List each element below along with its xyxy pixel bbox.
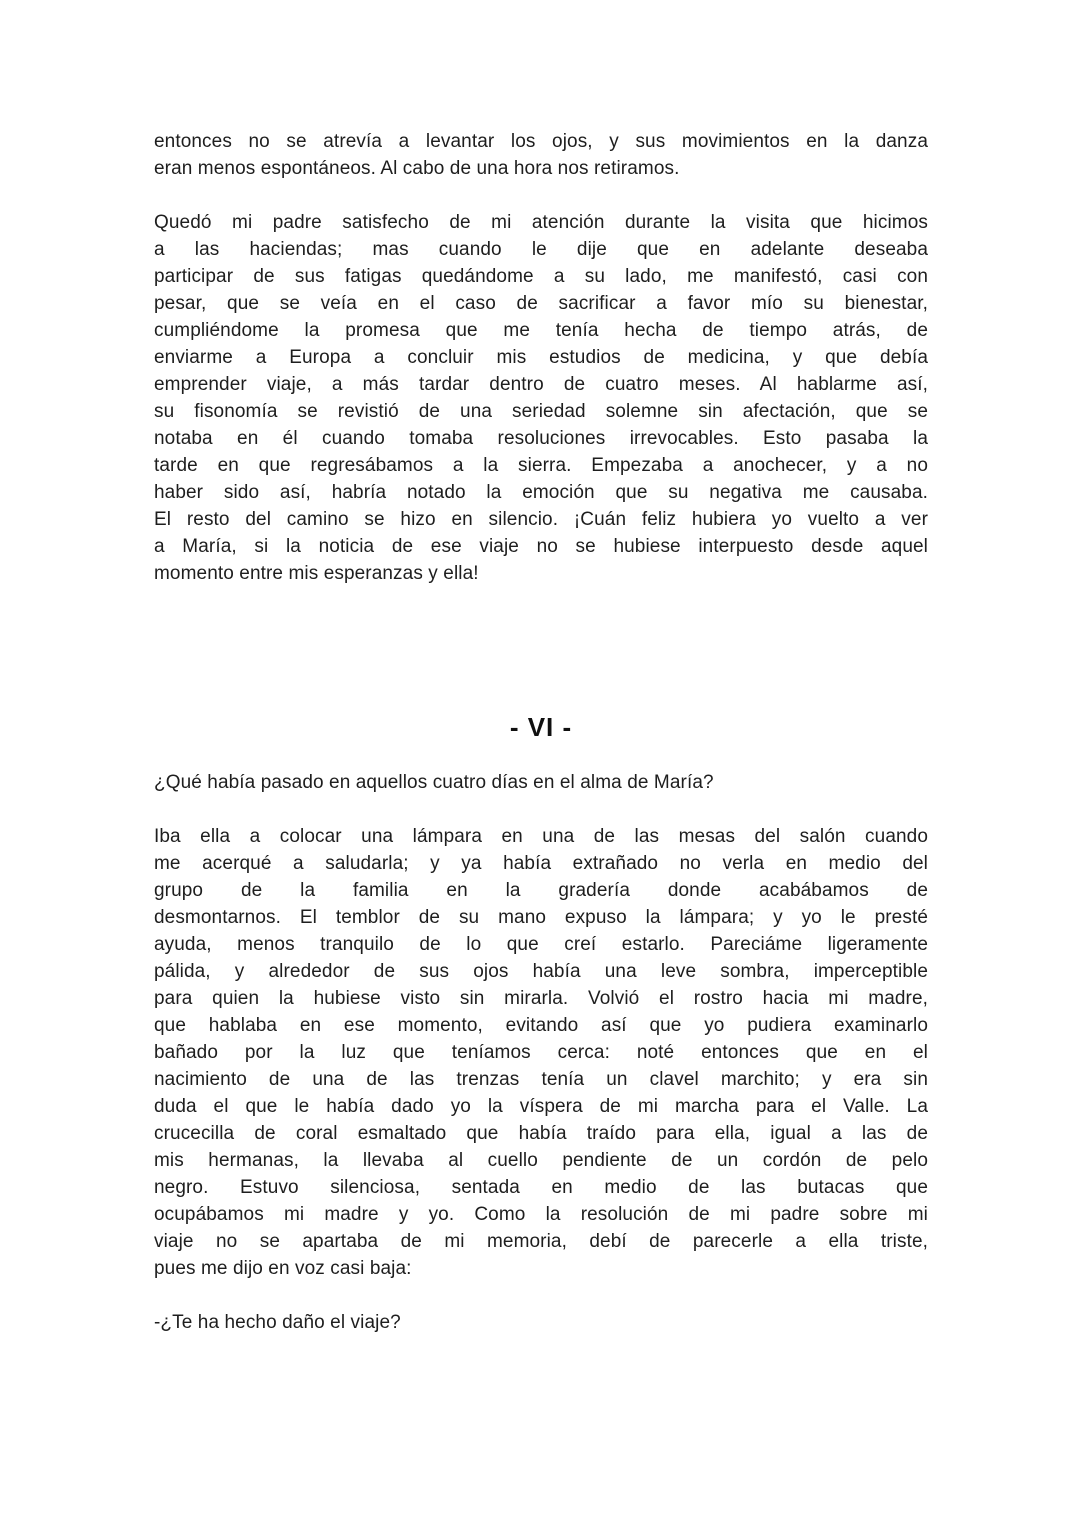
paragraph [154,769,928,796]
text-line: pues me dijo en voz casi baja: [154,1258,412,1279]
paragraph [154,128,928,182]
text-line: Quedó mi padre satisfecho de mi atención durante la visita que hicimos [154,212,928,233]
text-line: crucecilla de coral esmaltado que había traído para ella, igual a las de [154,1123,928,1144]
text-line: para quien la hubiese visto sin mirarla. Volvió el rostro hacia mi madre, [154,988,928,1009]
chapter-heading: - VI - [509,712,573,742]
text-line: entonces no se atrevía a levantar los ojos, y sus movimientos en la danza [154,131,928,152]
text-line: pesar, que se veía en el caso de sacrificar a favor mío su bienestar, [154,293,928,314]
text-line: pálida, y alrededor de sus ojos había una leve sombra, imperceptible [154,961,928,982]
text-line: ¿Qué había pasado en aquellos cuatro días en el alma de María? [154,772,714,793]
text-line: emprender viaje, a más tardar dentro de cuatro meses. Al hablarme así, [154,374,928,395]
text-line: a las haciendas; mas cuando le dije que en adelante deseaba [154,239,928,260]
text-line: participar de sus fatigas quedándome a su lado, me manifestó, casi con [154,266,928,287]
text-line: mis hermanas, la llevaba al cuello pendiente de un cordón de pelo [154,1150,928,1171]
document-content [154,128,928,1336]
text-line: notaba en él cuando tomaba resoluciones irrevocables. Esto pasaba la [154,428,928,449]
text-line: a María, si la noticia de ese viaje no se hubiese interpuesto desde aquel [154,536,928,557]
text-line: que hablaba en ese momento, evitando así que yo pudiera examinarlo [154,1015,928,1036]
text-line: desmontarnos. El temblor de su mano expuso la lámpara; y yo le presté [154,907,928,928]
text-line: cumpliéndome la promesa que me tenía hecha de tiempo atrás, de [154,320,928,341]
paragraph [154,209,928,587]
text-line: haber sido así, habría notado la emoción que su negativa me causaba. [154,482,928,503]
text-line: Iba ella a colocar una lámpara en una de las mesas del salón cuando [154,826,928,847]
text-line: negro. Estuvo silenciosa, sentada en medio de las butacas que [154,1177,928,1198]
text-line: eran menos espontáneos. Al cabo de una hora nos retiramos. [154,158,680,179]
text-line: duda el que le había dado yo la víspera de mi marcha para el Valle. La [154,1096,928,1117]
paragraph [154,823,928,1282]
text-line: me acerqué a saludarla; y ya había extrañado no verla en medio del [154,853,928,874]
text-line: nacimiento de una de las trenzas tenía un clavel marchito; y era sin [154,1069,928,1090]
text-line: enviarme a Europa a concluir mis estudios de medicina, y que debía [154,347,928,368]
text-line: El resto del camino se hizo en silencio. ¡Cuán feliz hubiera yo vuelto a ver [154,509,928,530]
text-line: -¿Te ha hecho daño el viaje? [154,1312,401,1333]
text-line: su fisonomía se revistió de una seriedad solemne sin afectación, que se [154,401,928,422]
text-line: ocupábamos mi madre y yo. Como la resolución de mi padre sobre mi [154,1204,928,1225]
text-line: bañado por la luz que teníamos cerca: noté entonces que en el [154,1042,928,1063]
text-line: viaje no se apartaba de mi memoria, debí de parecerle a ella triste, [154,1231,928,1252]
paragraph [154,1309,928,1336]
text-line: grupo de la familia en la gradería donde acabábamos de [154,880,928,901]
text-line: tarde en que regresábamos a la sierra. Empezaba a anochecer, y a no [154,455,928,476]
text-line: ayuda, menos tranquilo de lo que creí estarlo. Pareciáme ligeramente [154,934,928,955]
text-line: momento entre mis esperanzas y ella! [154,563,479,584]
